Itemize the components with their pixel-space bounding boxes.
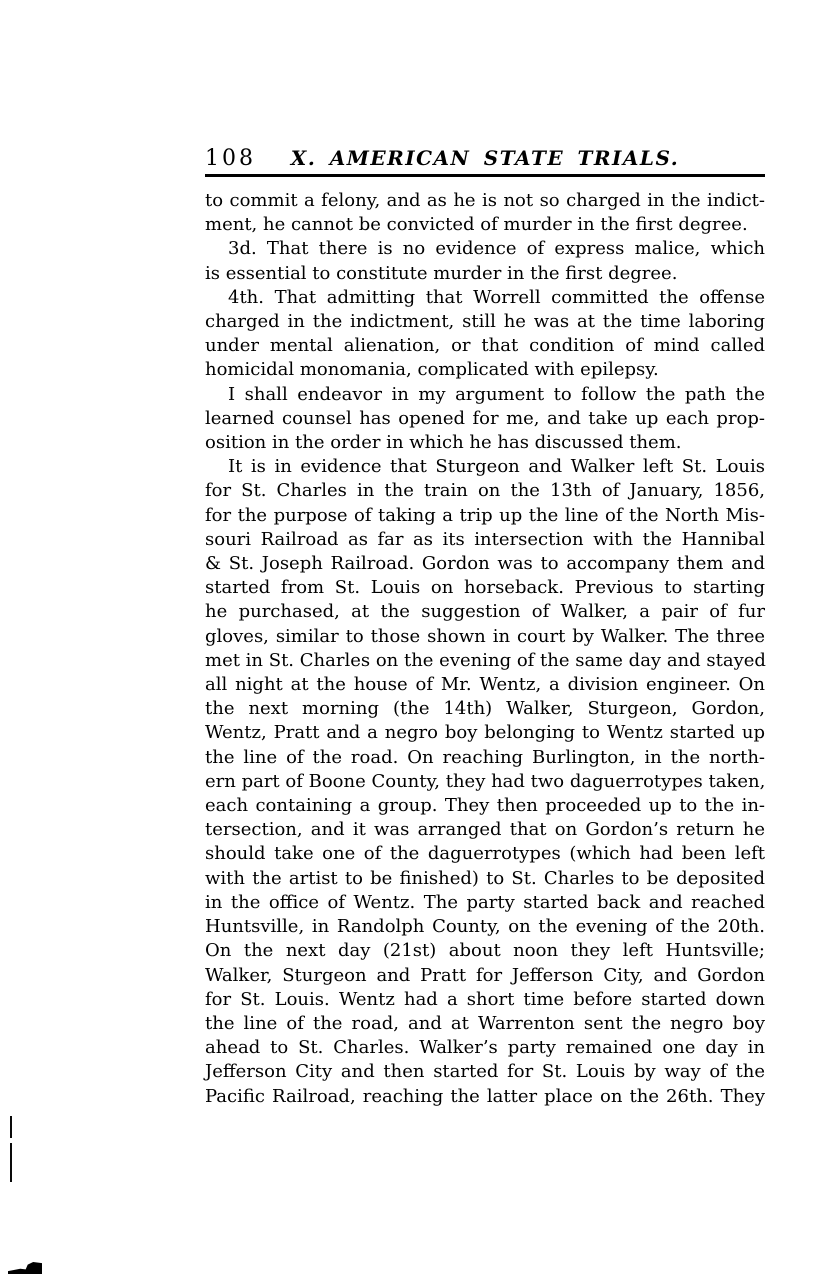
text-line: met in St. Charles on the evening of the same day and stayed xyxy=(205,649,766,671)
text-line: all night at the house of Mr. Wentz, a division engineer. On xyxy=(205,674,765,696)
text-line: ahead to St. Charles. Walker’s party remained one day in xyxy=(205,1037,765,1059)
text-line: learned counsel has opened for me, and take up each prop- xyxy=(205,407,765,429)
text-line: the next morning (the 14th) Walker, Sturgeon, Gordon, xyxy=(205,698,765,720)
text-line: Pacific Railroad, reaching the latter place on the 26th. They xyxy=(205,1085,765,1107)
header-rule xyxy=(205,174,765,177)
text-line: & St. Joseph Railroad. Gordon was to accompany them and xyxy=(205,553,765,575)
text-line: Huntsville, in Randolph County, on the evening of the 20th. xyxy=(205,916,765,938)
text-line: for St. Charles in the train on the 13th of January, 1856, xyxy=(205,480,765,502)
text-line: each containing a group. They then proceeded up to the in- xyxy=(205,795,765,817)
text-line: with the artist to be finished) to St. Charles to be deposited xyxy=(205,867,765,889)
text-line: tersection, and it was arranged that on Gordon’s return he xyxy=(205,819,765,841)
page-body xyxy=(205,189,765,1109)
text-line: in the office of Wentz. The party started back and reached xyxy=(205,891,765,913)
text-line: gloves, similar to those shown in court by Walker. The three xyxy=(205,625,765,647)
text-line: osition in the order in which he has discussed them. xyxy=(205,432,682,454)
margin-mark-icon xyxy=(10,1143,12,1182)
ink-smudge-icon xyxy=(8,1261,42,1274)
text-line: to commit a felony, and as he is not so charged in the indict- xyxy=(205,190,765,211)
text-line: 4th. That admitting that Worrell committed the offense xyxy=(228,286,765,308)
text-line: On the next day (21st) about noon they left Huntsville; xyxy=(205,940,765,962)
text-line: ment, he cannot be convicted of murder in the first degree. xyxy=(205,214,748,236)
text-line: the line of the road, and at Warrenton sent the negro boy xyxy=(205,1012,765,1034)
text-line: I shall endeavor in my argument to follow the path the xyxy=(228,383,765,405)
text-line: It is in evidence that Sturgeon and Walker left St. Louis xyxy=(228,456,765,478)
text-line: ern part of Boone County, they had two daguerrotypes taken, xyxy=(205,770,766,792)
text-line: homicidal monomania, complicated with epilepsy. xyxy=(205,359,659,381)
text-line: for the purpose of taking a trip up the line of the North Mis- xyxy=(205,504,765,526)
text-line: souri Railroad as far as its intersection with the Hannibal xyxy=(205,528,765,550)
page-number: 108 xyxy=(205,146,256,171)
text-line: started from St. Louis on horseback. Previous to starting xyxy=(205,577,765,599)
running-title: X. AMERICAN STATE TRIALS. xyxy=(290,146,680,170)
text-line: for St. Louis. Wentz had a short time before started down xyxy=(205,988,765,1010)
text-line: Jefferson City and then started for St. Louis by way of the xyxy=(205,1061,765,1083)
text-line: is essential to constitute murder in the first degree. xyxy=(205,262,678,284)
text-line: Wentz, Pratt and a negro boy belonging to Wentz started up xyxy=(205,722,765,744)
margin-mark-icon xyxy=(10,1116,12,1138)
text-column xyxy=(205,145,765,1109)
running-head xyxy=(205,145,765,172)
text-line: should take one of the daguerrotypes (which had been left xyxy=(205,843,765,865)
text-line: under mental alienation, or that condition of mind called xyxy=(205,335,765,357)
text-line: Walker, Sturgeon and Pratt for Jefferson City, and Gordon xyxy=(205,964,765,986)
text-line: he purchased, at the suggestion of Walker, a pair of fur xyxy=(205,601,765,623)
text-line: the line of the road. On reaching Burlington, in the north- xyxy=(205,746,765,768)
text-line: charged in the indictment, still he was at the time laboring xyxy=(205,311,765,333)
text-line: 3d. That there is no evidence of express malice, which xyxy=(228,238,765,260)
